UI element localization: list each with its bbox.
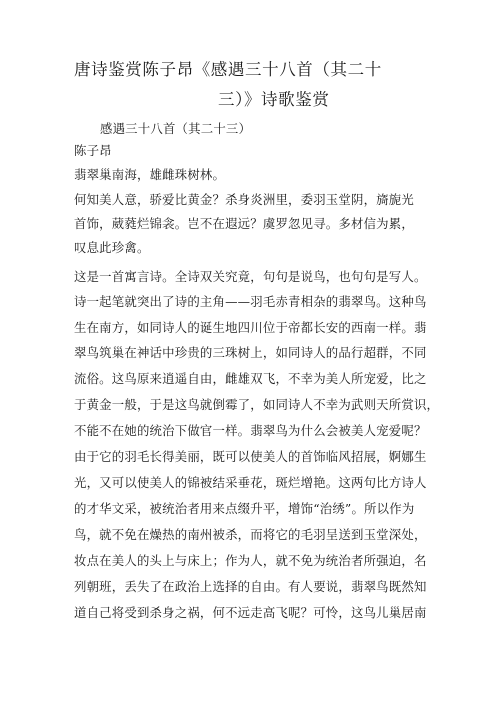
commentary-line: 道自己将受到杀身之祸，何不远走高飞呢？可怜，这鸟儿巢居南 bbox=[74, 605, 427, 620]
commentary-line: 诗一起笔就突出了诗的主角——羽毛赤青相杂的翡翠鸟。这种鸟 bbox=[74, 294, 427, 309]
poem-line: 叹息此珍禽。 bbox=[74, 240, 150, 255]
commentary-line: 的才华文采，被统治者用来点缀升平，增饰“治绣”。所以作为 bbox=[74, 501, 415, 516]
document-title-line-2: 三）》诗歌鉴赏 bbox=[218, 90, 330, 109]
commentary-line: 妆点在美人的头上与床上；作为人，就不免为统治者所强迫，名 bbox=[74, 553, 427, 568]
poem-line: 首饰，葳蕤烂锦衾。岂不在遐远？虞罗忽见寻。多材信为累， bbox=[74, 216, 414, 231]
commentary-line: 鸟，就不免在燥热的南州被杀，而将它的毛羽呈送到玉堂深处， bbox=[74, 527, 427, 542]
commentary-line: 这是一首寓言诗。全诗双关究竟，句句是说鸟，也句句是写人。 bbox=[74, 269, 427, 284]
commentary-line: 不能不在她的统治下做官一样。翡翠鸟为什么会被美人宠爱呢？ bbox=[74, 423, 427, 438]
commentary-line: 列朝班，丢失了在政治上选择的自由。有人要说，翡翠鸟既然知 bbox=[74, 579, 427, 594]
poem-line: 翡翠巢南海，雄雌珠树林。 bbox=[74, 167, 226, 182]
commentary-line: 光，又可以使美人的锦被结采垂花，斑烂增艳。这两句比方诗人 bbox=[74, 475, 427, 490]
commentary-line: 生在南方，如同诗人的诞生地四川位于帝都长安的西南一样。翡 bbox=[74, 320, 427, 335]
poem-author: 陈子昂 bbox=[74, 143, 112, 158]
commentary-line: 于黄金一般，于是这鸟就倒霉了，如同诗人不幸为武则天所赏识， bbox=[74, 397, 440, 412]
commentary-line: 翠鸟筑巢在神话中珍贵的三珠树上，如同诗人的品行超群，不同 bbox=[74, 345, 427, 360]
commentary-line: 由于它的羽毛长得美丽，既可以使美人的首饰临风招展，婀娜生 bbox=[74, 449, 427, 464]
document-title-line-1: 唐诗鉴赏陈子昂《感遇三十八首（其二十 bbox=[74, 60, 382, 79]
commentary-line: 流俗。这鸟原来逍遥自由，雌雄双飞，不幸为美人所宠爱，比之 bbox=[74, 371, 427, 386]
poem-title: 感遇三十八首（其二十三） bbox=[100, 121, 252, 136]
poem-line: 何知美人意，骄爱比黄金？杀身炎洲里，委羽玉堂阴，旖旎光 bbox=[74, 192, 414, 207]
